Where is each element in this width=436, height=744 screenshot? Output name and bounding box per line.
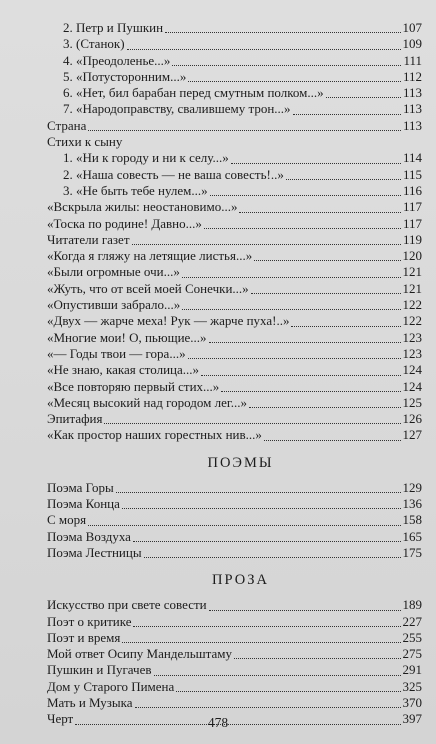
entry-page: 112 (402, 68, 422, 84)
entry-title: Поэма Горы (47, 479, 114, 495)
dot-leader (144, 557, 401, 558)
section-heading: ПРОЗА (212, 572, 269, 589)
toc-entry (47, 313, 422, 329)
dot-leader (231, 163, 401, 164)
entry-title: Читатели газет (47, 231, 130, 247)
entry-title: Мать и Музыка (47, 694, 133, 710)
dot-leader (254, 260, 400, 261)
entry-title: «Все повторяю первый стих...» (47, 378, 220, 394)
toc-entry (47, 427, 422, 443)
entry-page: 123 (402, 329, 422, 345)
entry-title: «Жуть, что от всей моей Сонечки...» (47, 280, 249, 296)
entry-page: 113 (402, 117, 422, 133)
entry-title: 7. «Народоправству, свалившему трон...» (63, 101, 291, 117)
entry-page: 109 (402, 36, 422, 52)
entry-page: 113 (402, 85, 422, 101)
toc-entry (47, 101, 422, 117)
dot-leader (133, 541, 401, 542)
entry-page: 255 (402, 629, 422, 645)
toc-entry (47, 379, 422, 395)
entry-title: Поэма Конца (47, 496, 120, 512)
toc-entry (47, 281, 422, 297)
entry-title: «Как простор наших горестных нив...» (47, 427, 262, 443)
dot-leader (251, 293, 401, 294)
dot-leader (172, 65, 401, 66)
toc-entry (47, 36, 422, 52)
toc-entry (47, 330, 422, 346)
entry-title: 4. «Преодоленье...» (63, 52, 171, 68)
dot-leader (122, 642, 400, 643)
entry-page: 227 (402, 613, 422, 629)
entry-page: 121 (402, 264, 422, 280)
dot-leader (88, 525, 400, 526)
toc-entry (47, 150, 422, 166)
dot-leader (204, 228, 401, 229)
entry-page: 127 (402, 427, 422, 443)
dot-leader (249, 407, 400, 408)
entry-page: 122 (402, 313, 422, 329)
entry-title: Пушкин и Пугачев (47, 662, 152, 678)
entry-title: «Вскрыла жилы: неостановимо...» (47, 199, 238, 215)
entry-title: Дом у Старого Пимена (47, 678, 175, 694)
dot-leader (286, 179, 401, 180)
toc-entry (47, 232, 422, 248)
entry-page: 275 (402, 646, 422, 662)
dot-leader (264, 440, 401, 441)
entry-page: 121 (402, 280, 422, 296)
dot-leader (127, 49, 401, 50)
dot-leader (176, 691, 400, 692)
toc-entry (47, 597, 422, 613)
entry-page: 124 (402, 378, 422, 394)
toc-entry (47, 167, 422, 183)
entry-page: 124 (402, 362, 422, 378)
toc-entry (47, 630, 422, 646)
entry-page: 114 (402, 150, 422, 166)
entry-title: 5. «Потусторонним...» (63, 68, 187, 84)
entry-page: 107 (402, 20, 422, 35)
entry-page: 325 (402, 678, 422, 694)
toc-entry (47, 614, 422, 630)
entry-page: 113 (402, 101, 422, 117)
entry-page: 165 (402, 528, 422, 544)
toc-entry (47, 512, 422, 528)
dot-leader (201, 375, 400, 376)
entry-title: «Были огромные очи...» (47, 264, 180, 280)
toc-entry (47, 118, 422, 134)
entry-page: 158 (402, 512, 422, 528)
entry-page: 119 (402, 231, 422, 247)
entry-title: «Двух — жарче меха! Рук — жарче пуха!..» (47, 313, 290, 329)
entry-title: Эпитафия (47, 411, 103, 427)
dot-leader (221, 391, 400, 392)
entry-page: 117 (402, 199, 422, 215)
entry-page: 126 (402, 411, 422, 427)
toc-entry (47, 662, 422, 678)
entry-title: Черт (47, 711, 74, 727)
entry-title: «Не знаю, какая столица...» (47, 362, 200, 378)
dot-leader (135, 707, 401, 708)
toc-entry (47, 646, 422, 662)
dot-leader (234, 658, 401, 659)
dot-leader (182, 277, 401, 278)
dot-leader (209, 342, 401, 343)
entry-page: 122 (402, 297, 422, 313)
entry-page: 115 (402, 166, 422, 182)
entry-title: 2. «Наша совесть — не ваша совесть!..» (63, 166, 284, 182)
toc-entry (47, 496, 422, 512)
dot-leader (104, 423, 400, 424)
entry-title: 1. «Ни к городу и ни к селу...» (63, 150, 229, 166)
page-number: 478 (207, 715, 229, 730)
dot-leader (133, 626, 400, 627)
toc-entry (47, 53, 422, 69)
entry-title: Поэма Воздуха (47, 528, 131, 544)
entry-page: 129 (402, 479, 422, 495)
entry-page: 120 (402, 248, 422, 264)
entry-page: 397 (402, 711, 422, 727)
toc-entry (47, 20, 422, 36)
dot-leader (326, 97, 401, 98)
toc-entry (47, 679, 422, 695)
entry-title: Поэма Лестницы (47, 544, 142, 560)
entry-title: 3. «Не быть тебе нулем...» (63, 182, 208, 198)
toc-entry (47, 69, 422, 85)
dot-leader (132, 244, 401, 245)
dot-leader (182, 309, 400, 310)
dot-leader (291, 326, 400, 327)
toc-entry (47, 248, 422, 264)
entry-title: «Тоска по родине! Давно...» (47, 215, 202, 231)
entry-page: 189 (402, 597, 422, 613)
section-heading: ПОЭМЫ (207, 454, 274, 471)
dot-leader (239, 212, 400, 213)
entry-title: 3. (Станок) (63, 36, 125, 52)
dot-leader (165, 32, 400, 33)
toc-entry (47, 264, 422, 280)
entry-page: 125 (402, 394, 422, 410)
toc-entry (47, 183, 422, 199)
table-of-contents (47, 20, 422, 728)
entry-page: 370 (402, 694, 422, 710)
toc-entry (47, 545, 422, 561)
toc-entry (47, 346, 422, 362)
entry-title: «Когда я гляжу на летящие листья...» (47, 248, 253, 264)
dot-leader (122, 508, 401, 509)
entry-page: 111 (403, 52, 422, 68)
toc-entry (47, 134, 422, 150)
entry-page: 291 (402, 662, 422, 678)
dot-leader (209, 610, 401, 611)
dot-leader (154, 675, 401, 676)
entry-title: «Месяц высокий над городом лег...» (47, 394, 248, 410)
dot-leader (188, 358, 401, 359)
toc-entry (47, 216, 422, 232)
toc-entry (47, 411, 422, 427)
toc-entry (47, 529, 422, 545)
dot-leader (116, 492, 401, 493)
entry-title: Мой ответ Осипу Мандельштаму (47, 646, 232, 662)
entry-title: Поэт о критике (47, 613, 132, 629)
entry-page: 175 (402, 544, 422, 560)
entry-title: «— Годы твои — гора...» (47, 345, 186, 361)
entry-page: 116 (402, 182, 422, 198)
dot-leader (188, 81, 401, 82)
entry-page: 136 (402, 496, 422, 512)
toc-entry (47, 480, 422, 496)
toc-entry (47, 362, 422, 378)
entry-title: Искусство при свете совести (47, 597, 207, 613)
entry-title: Стихи к сыну (47, 134, 123, 150)
toc-entry (47, 85, 422, 101)
entry-title: «Многие мои! О, пьющие...» (47, 329, 207, 345)
entry-title: Страна (47, 117, 87, 133)
toc-entry (47, 297, 422, 313)
entry-title: 2. Петр и Пушкин (63, 20, 164, 35)
dot-leader (88, 130, 401, 131)
entry-title: «Опустивши забрало...» (47, 297, 181, 313)
dot-leader (293, 114, 401, 115)
entry-title: Поэт и время (47, 629, 121, 645)
toc-entry (47, 199, 422, 215)
entry-page: 123 (402, 345, 422, 361)
dot-leader (210, 195, 401, 196)
entry-title: 6. «Нет, бил барабан перед смутным полком...» (63, 85, 324, 101)
entry-page: 117 (402, 215, 422, 231)
entry-title: С моря (47, 512, 87, 528)
toc-entry (47, 395, 422, 411)
toc-entry (47, 695, 422, 711)
